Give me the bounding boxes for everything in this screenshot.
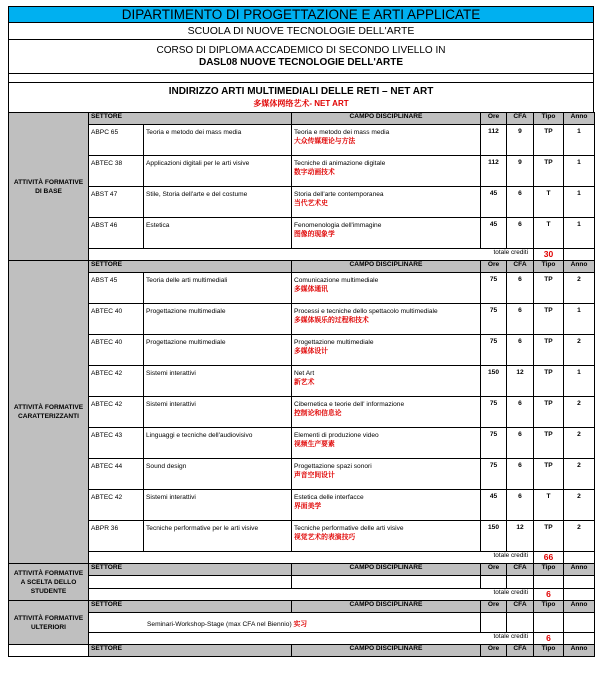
document-header [8, 6, 594, 112]
section-scelta [9, 564, 595, 601]
course-ore: 112 [481, 156, 507, 187]
course-anno: 2 [564, 335, 595, 366]
curriculum-table [8, 112, 595, 657]
course-campo-it: Progettazione multimediale [294, 339, 374, 346]
course-line-2: DASL08 NUOVE TECNOLOGIE DELL'ARTE [198, 57, 404, 68]
address-line: INDIRIZZO ARTI MULTIMEDIALI DELLE RETI – NET ART [168, 86, 434, 97]
course-campo [292, 397, 481, 428]
total-value: 30 [534, 249, 564, 261]
course-anno: 2 [564, 428, 595, 459]
course-settore: Progettazione multimediale [144, 335, 292, 366]
empty-row [9, 576, 595, 589]
col-ore: Ore [481, 113, 507, 125]
course-settore: Estetica [144, 218, 292, 249]
empty-cell [564, 552, 595, 564]
course-ore: 45 [481, 490, 507, 521]
course-code: ABST 46 [89, 218, 144, 249]
course-campo-it: Tecniche di animazione digitale [294, 160, 386, 167]
course-code: ABTEC 38 [89, 156, 144, 187]
course-campo [292, 428, 481, 459]
course-code: ABTEC 44 [89, 459, 144, 490]
course-code: ABTEC 43 [89, 428, 144, 459]
course-ore: 150 [481, 521, 507, 552]
col-cfa: CFA [507, 261, 534, 273]
course-ore: 75 [481, 428, 507, 459]
col-campo: CAMPO DISCIPLINARE [292, 261, 481, 273]
course-cfa: 6 [507, 428, 534, 459]
course-row [9, 156, 595, 187]
course-code: ABTEC 42 [89, 397, 144, 428]
total-row [9, 249, 595, 261]
course-campo-cn: 多媒体娱乐的过程和技术 [294, 317, 369, 324]
course-anno: 2 [564, 459, 595, 490]
course-campo [292, 521, 481, 552]
course-settore: Sistemi interattivi [144, 490, 292, 521]
course-settore: Sound design [144, 459, 292, 490]
course-campo-it: Estetica delle interfacce [294, 494, 364, 501]
section-header [9, 261, 595, 273]
course-row [9, 187, 595, 218]
header-spacer [9, 73, 593, 82]
section-caratterizzanti [9, 261, 595, 564]
course-campo [292, 273, 481, 304]
course-campo-cn: 视觉艺术的表演技巧 [294, 534, 356, 541]
area-label: ATTIVITÀ FORMATIVE ULTERIORI [9, 601, 89, 645]
course-settore: Sistemi interattivi [144, 397, 292, 428]
course-row [9, 521, 595, 552]
course-row [9, 428, 595, 459]
empty-cell [564, 249, 595, 261]
col-tipo: Tipo [534, 645, 564, 657]
address-line-cn: 多媒体网络艺术- NET ART [253, 99, 349, 108]
course-row [9, 490, 595, 521]
course-code: ABTEC 40 [89, 304, 144, 335]
col-tipo: Tipo [534, 564, 564, 576]
col-ore: Ore [481, 564, 507, 576]
course-anno: 2 [564, 273, 595, 304]
course-campo-cn: 图像的现象学 [294, 231, 335, 238]
col-cfa: CFA [507, 564, 534, 576]
course-tipo: T [534, 187, 564, 218]
course-ore: 75 [481, 397, 507, 428]
course-settore: Applicazioni digitali per le arti visive [144, 156, 292, 187]
course-campo-it: Fenomenologia dell'immagine [294, 222, 382, 229]
total-label: totale crediti [89, 249, 534, 261]
total-value: 66 [534, 552, 564, 564]
curriculum-page [8, 6, 594, 657]
course-tipo: T [534, 218, 564, 249]
course-anno: 1 [564, 218, 595, 249]
seminar-label: Seminari-Workshop-Stage (max CFA nel Biennio) [147, 620, 292, 628]
area-label: ATTIVITÀ FORMATIVE CARATTERIZZANTI [9, 261, 89, 564]
course-code: ABTEC 42 [89, 490, 144, 521]
course-tipo: TP [534, 521, 564, 552]
course-cfa: 12 [507, 366, 534, 397]
course-ore: 45 [481, 187, 507, 218]
course-tipo: TP [534, 459, 564, 490]
col-campo: CAMPO DISCIPLINARE [292, 113, 481, 125]
total-value: 6 [534, 589, 564, 601]
course-campo [292, 125, 481, 156]
course-campo [292, 218, 481, 249]
course-campo-it: Cibernetica e teorie dell' informazione [294, 401, 405, 408]
section-ulteriori [9, 601, 595, 645]
course-campo-it: Elementi di produzione video [294, 432, 379, 439]
course-campo-cn: 界面美学 [294, 503, 322, 510]
course-anno: 1 [564, 125, 595, 156]
course-anno: 2 [564, 397, 595, 428]
col-anno: Anno [564, 261, 595, 273]
seminar-label-cn: 实习 [293, 620, 308, 628]
course-tipo: T [534, 490, 564, 521]
total-label: totale crediti [89, 552, 534, 564]
course-campo-it: Progettazione spazi sonori [294, 463, 372, 470]
col-tipo: Tipo [534, 113, 564, 125]
section-header [9, 113, 595, 125]
col-cfa: CFA [507, 645, 534, 657]
course-anno: 1 [564, 187, 595, 218]
course-ore: 45 [481, 218, 507, 249]
course-tipo: TP [534, 428, 564, 459]
course-campo [292, 304, 481, 335]
section-final [9, 645, 595, 657]
col-settore: SETTORE [89, 645, 292, 657]
course-code: ABST 45 [89, 273, 144, 304]
course-campo-cn: 声音空间设计 [294, 472, 335, 479]
course-row [9, 273, 595, 304]
course-code: ABPC 65 [89, 125, 144, 156]
course-ore: 150 [481, 366, 507, 397]
course-cfa: 6 [507, 459, 534, 490]
course-ore: 75 [481, 335, 507, 366]
course-settore: Progettazione multimediale [144, 304, 292, 335]
course-cfa: 12 [507, 521, 534, 552]
course-cfa: 6 [507, 397, 534, 428]
course-row [9, 335, 595, 366]
course-cfa: 9 [507, 125, 534, 156]
seminar-row [9, 613, 595, 633]
course-row [9, 304, 595, 335]
course-campo-cn: 大众传媒理论与方法 [294, 138, 356, 145]
col-settore: SETTORE [89, 113, 292, 125]
course-settore: Linguaggi e tecniche dell'audiovisivo [144, 428, 292, 459]
col-tipo: Tipo [534, 601, 564, 613]
col-cfa: CFA [507, 601, 534, 613]
course-tipo: TP [534, 156, 564, 187]
course-anno: 1 [564, 156, 595, 187]
course-campo-cn: 多媒体通讯 [294, 286, 328, 293]
course-campo-it: Net Art [294, 370, 315, 377]
course-anno: 2 [564, 490, 595, 521]
course-campo-cn: 控制论和信息论 [294, 410, 342, 417]
course-cfa: 6 [507, 187, 534, 218]
col-campo: CAMPO DISCIPLINARE [292, 601, 481, 613]
section-base [9, 113, 595, 261]
course-code: ABPR 36 [89, 521, 144, 552]
course-tipo: TP [534, 304, 564, 335]
total-row [9, 633, 595, 645]
course-settore: Teoria e metodo dei mass media [144, 125, 292, 156]
total-row [9, 552, 595, 564]
col-anno: Anno [564, 113, 595, 125]
col-cfa: CFA [507, 113, 534, 125]
course-campo [292, 459, 481, 490]
course-row [9, 397, 595, 428]
course-code: ABTEC 42 [89, 366, 144, 397]
section-header [9, 645, 595, 657]
course-cfa: 6 [507, 335, 534, 366]
course-row [9, 366, 595, 397]
course-line-1: CORSO DI DIPLOMA ACCADEMICO DI SECONDO LIVELLO IN [156, 45, 446, 56]
course-anno: 2 [564, 521, 595, 552]
section-header [9, 564, 595, 576]
department-title: DIPARTIMENTO DI PROGETTAZIONE E ARTI APPLICATE [9, 7, 593, 22]
col-settore: SETTORE [89, 601, 292, 613]
course-ore: 112 [481, 125, 507, 156]
section-header [9, 601, 595, 613]
course-title [9, 39, 593, 73]
course-tipo: TP [534, 366, 564, 397]
col-campo: CAMPO DISCIPLINARE [292, 645, 481, 657]
course-settore: Teoria delle arti multimediali [144, 273, 292, 304]
area-label: ATTIVITÀ FORMATIVE DI BASE [9, 113, 89, 261]
course-campo-cn: 视频生产要素 [294, 441, 335, 448]
course-tipo: TP [534, 397, 564, 428]
course-campo-it: Storia dell'arte contemporanea [294, 191, 384, 198]
course-campo [292, 366, 481, 397]
course-campo [292, 187, 481, 218]
course-settore: Stile, Storia dell'arte e del costume [144, 187, 292, 218]
col-settore: SETTORE [89, 261, 292, 273]
course-campo-cn: 当代艺术史 [294, 200, 328, 207]
course-cfa: 9 [507, 156, 534, 187]
course-cfa: 6 [507, 273, 534, 304]
area-label: ATTIVITÀ FORMATIVE A SCELTA DELLO STUDENTE [9, 564, 89, 601]
course-campo [292, 335, 481, 366]
course-campo-it: Processi e tecniche dello spettacolo multimediale [294, 308, 438, 315]
col-campo: CAMPO DISCIPLINARE [292, 564, 481, 576]
col-anno: Anno [564, 564, 595, 576]
course-code: ABTEC 40 [89, 335, 144, 366]
course-ore: 75 [481, 273, 507, 304]
total-label: totale crediti [89, 589, 534, 601]
seminar-cell [89, 613, 481, 633]
course-cfa: 6 [507, 218, 534, 249]
course-row [9, 218, 595, 249]
col-anno: Anno [564, 645, 595, 657]
course-campo-cn: 多媒体设计 [294, 348, 328, 355]
school-title: SCUOLA DI NUOVE TECNOLOGIE DELL'ARTE [9, 22, 593, 39]
course-campo-it: Teoria e metodo dei mass media [294, 129, 390, 136]
course-settore: Tecniche performative per le arti visive [144, 521, 292, 552]
col-tipo: Tipo [534, 261, 564, 273]
course-row [9, 125, 595, 156]
course-tipo: TP [534, 125, 564, 156]
course-campo-it: Comunicazione multimediale [294, 277, 379, 284]
course-settore: Sistemi interattivi [144, 366, 292, 397]
course-ore: 75 [481, 459, 507, 490]
total-label: totale crediti [89, 633, 534, 645]
total-row [9, 589, 595, 601]
course-campo-cn: 数字动画技术 [294, 169, 335, 176]
course-campo-cn: 新艺术 [294, 379, 315, 386]
course-code: ABST 47 [89, 187, 144, 218]
col-ore: Ore [481, 261, 507, 273]
course-anno: 1 [564, 304, 595, 335]
course-anno: 1 [564, 366, 595, 397]
col-settore: SETTORE [89, 564, 292, 576]
course-cfa: 6 [507, 490, 534, 521]
course-cfa: 6 [507, 304, 534, 335]
course-tipo: TP [534, 335, 564, 366]
course-campo [292, 156, 481, 187]
course-campo-it: Tecniche performative delle arti visive [294, 525, 404, 532]
course-campo [292, 490, 481, 521]
course-ore: 75 [481, 304, 507, 335]
total-value: 6 [534, 633, 564, 645]
col-ore: Ore [481, 645, 507, 657]
col-anno: Anno [564, 601, 595, 613]
course-row [9, 459, 595, 490]
address-title [9, 82, 593, 112]
col-ore: Ore [481, 601, 507, 613]
course-tipo: TP [534, 273, 564, 304]
